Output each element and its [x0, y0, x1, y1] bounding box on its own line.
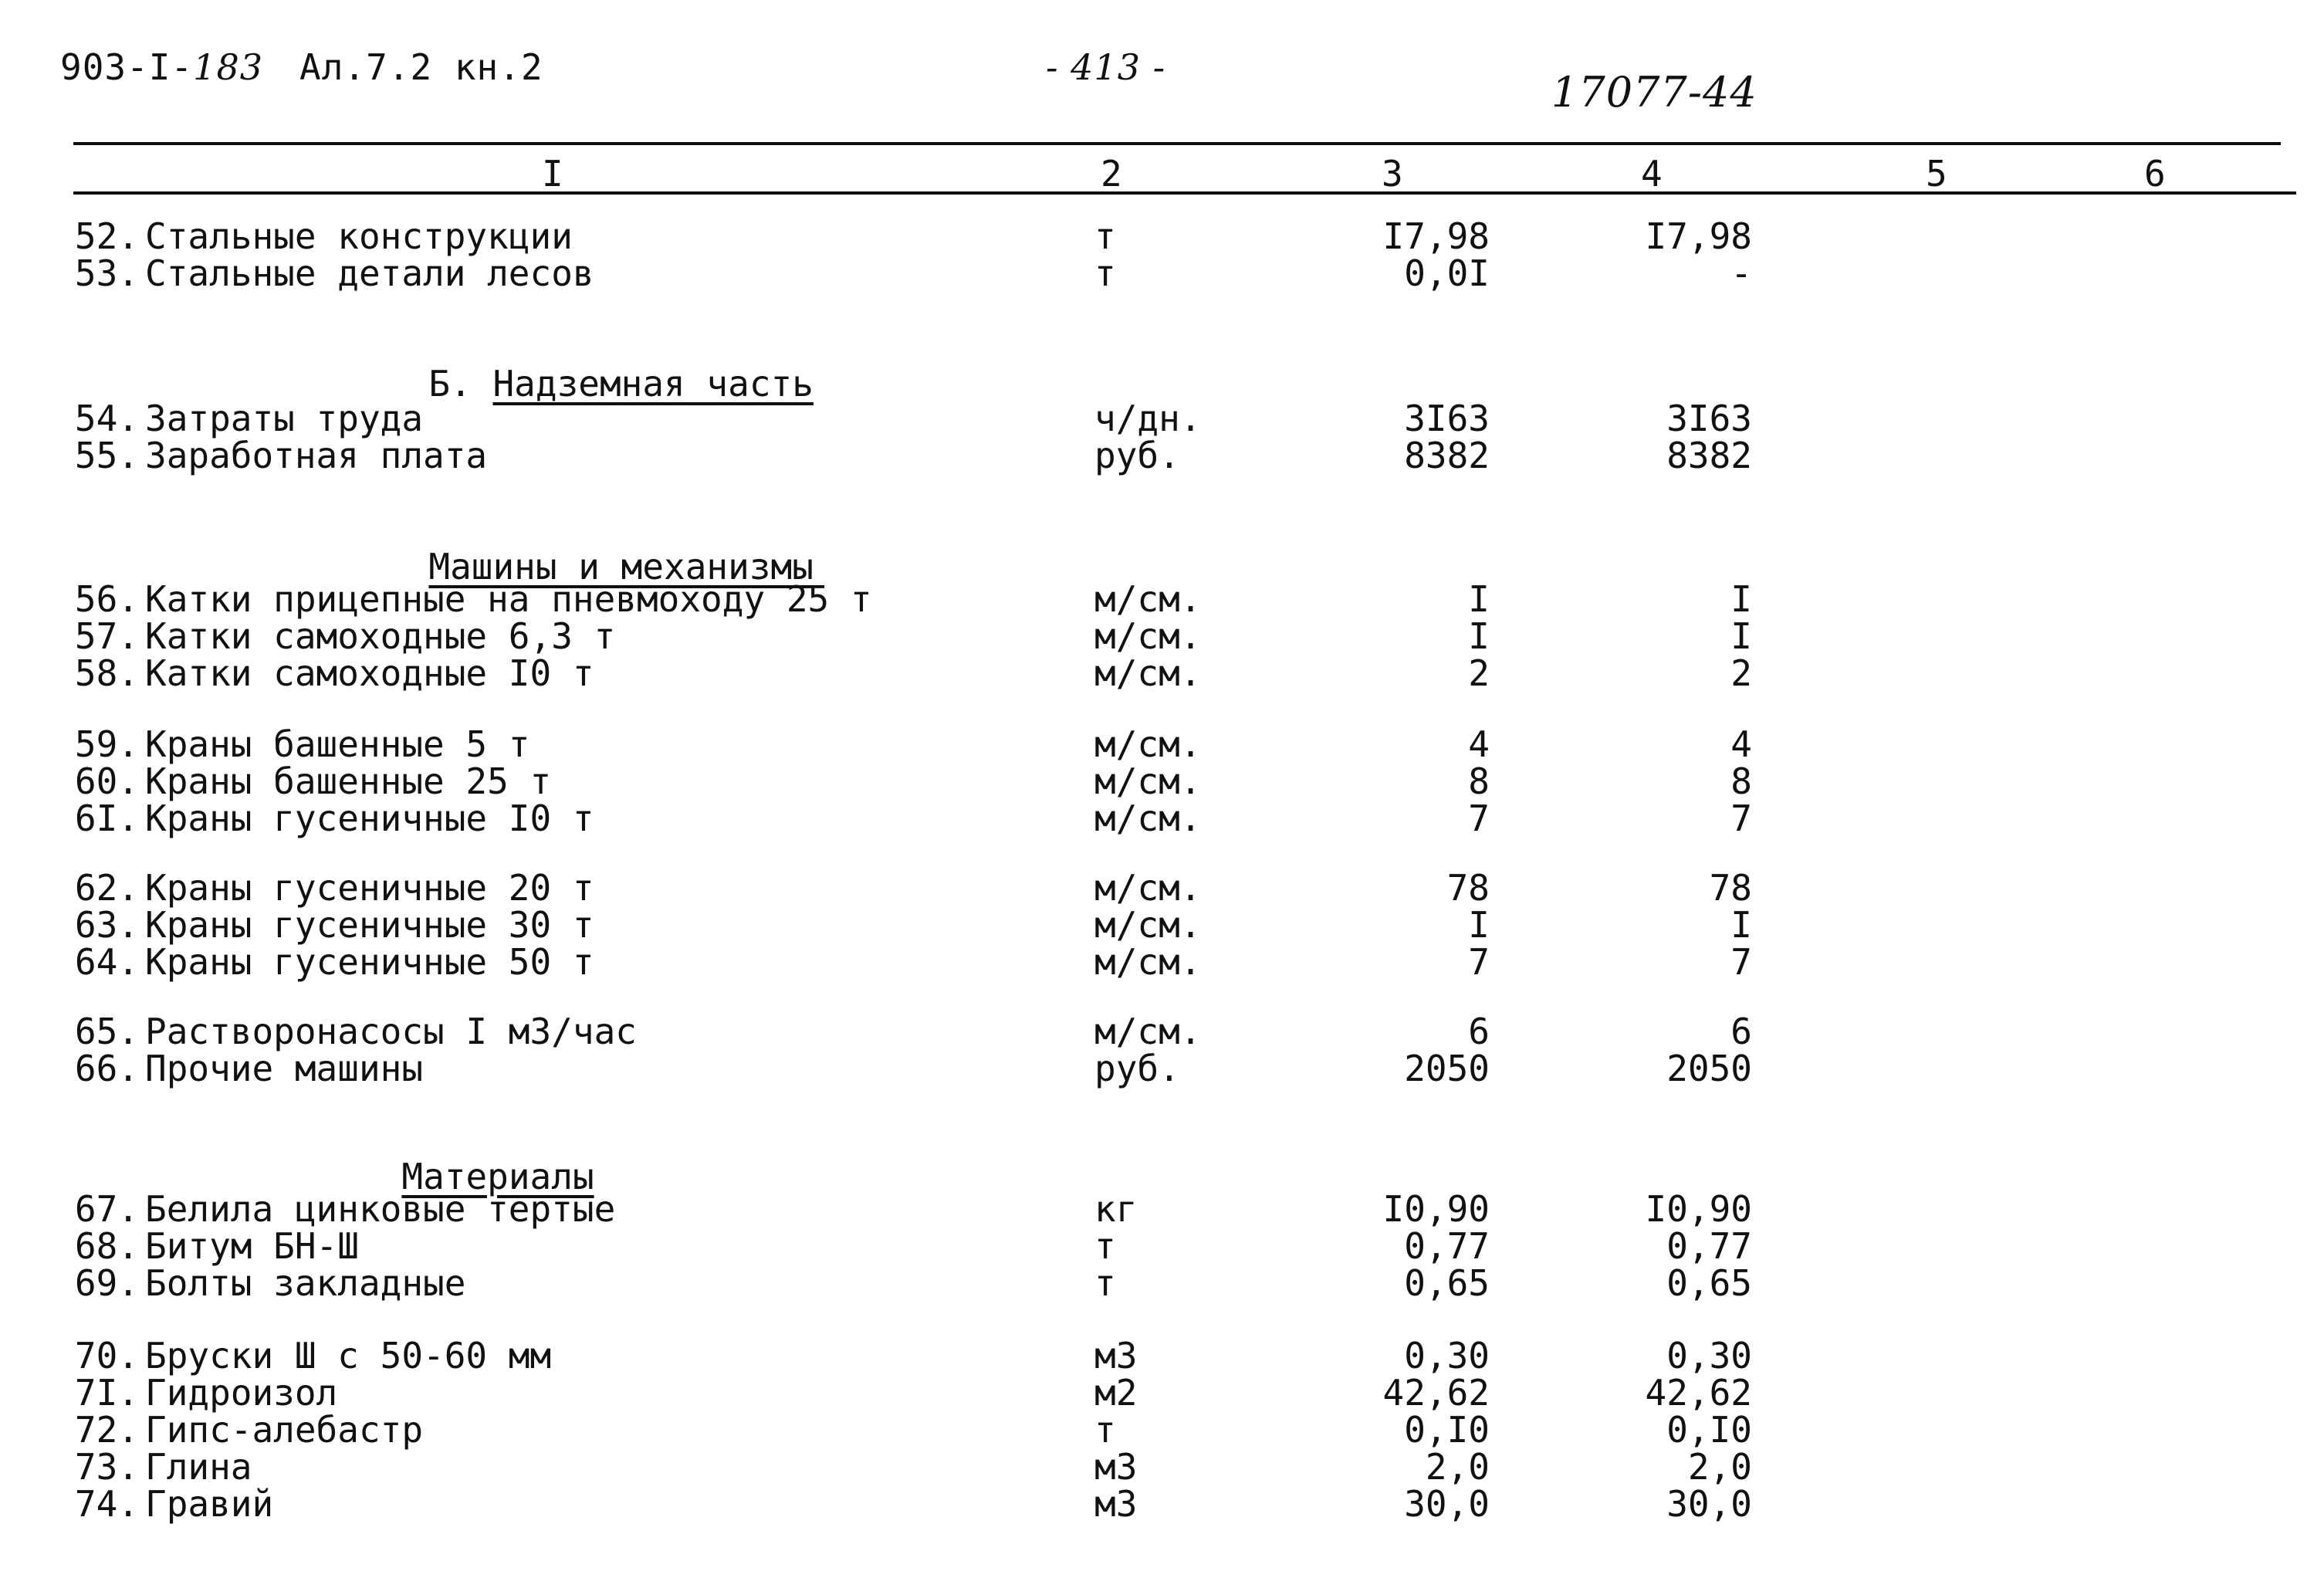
table-row [0, 1050, 2324, 1087]
row-name: Краны гусеничные 50 т [145, 941, 594, 983]
row-value-col3: 78 [1446, 867, 1490, 909]
row-name: Битум БН-Ш [145, 1225, 359, 1267]
row-value-col3: 3I63 [1404, 398, 1490, 439]
row-value-col3: I [1468, 615, 1490, 657]
row-value-col4: I7,98 [1645, 215, 1752, 257]
table-row [0, 400, 2324, 437]
row-unit: м2 [1094, 1372, 1138, 1414]
row-name: Болты закладные [145, 1262, 466, 1304]
row-value-col4: 0,I0 [1666, 1409, 1752, 1451]
table-row [0, 652, 2324, 694]
table-row [0, 1483, 2324, 1525]
row-unit: руб. [1094, 435, 1180, 476]
section-heading-materials [359, 1121, 594, 1195]
row-value-col3: 0,30 [1404, 1335, 1490, 1377]
section-title: Машины и механизмы [428, 546, 814, 588]
row-unit: ч/дн. [1094, 398, 1202, 439]
row-value-col4: 8 [1730, 760, 1752, 802]
row-value-col4: 2,0 [1687, 1446, 1752, 1488]
row-number: 73. [74, 1446, 139, 1488]
row-value-col3: 7 [1468, 798, 1490, 839]
row-number: 53. [74, 252, 139, 294]
row-value-col4: 0,77 [1666, 1225, 1752, 1267]
row-name: Краны гусеничные 20 т [145, 867, 594, 909]
row-unit: т [1094, 215, 1116, 257]
section-heading-above-ground [386, 328, 814, 405]
row-value-col3: 2,0 [1425, 1446, 1490, 1488]
row-name: Катки прицепные на пневмоходу 25 т [145, 578, 872, 620]
row-name: Краны башенные 5 т [145, 723, 530, 765]
table-row [0, 800, 2324, 837]
row-unit: т [1094, 252, 1116, 294]
table-row [0, 723, 2324, 765]
row-name: Краны гусеничные 30 т [145, 904, 594, 946]
row-name: Гравий [145, 1483, 274, 1525]
row-value-col4: 78 [1709, 867, 1752, 909]
row-name: Катки самоходные 6,3 т [145, 615, 616, 657]
row-value-col3: 2 [1468, 652, 1490, 694]
col-header-2: 2 [1101, 153, 1122, 195]
row-value-col4: 42,62 [1645, 1372, 1752, 1414]
row-name: Краны гусеничные I0 т [145, 798, 594, 839]
table-row [0, 941, 2324, 983]
row-value-col3: 6 [1468, 1011, 1490, 1052]
table-row [0, 1335, 2324, 1377]
row-value-col3: 0,I0 [1404, 1409, 1490, 1451]
row-value-col4: 0,65 [1666, 1262, 1752, 1304]
row-name: Затраты труда [145, 398, 424, 439]
table-row [0, 1446, 2324, 1488]
row-name: Прочие машины [145, 1048, 424, 1089]
album-ref: Ал.7.2 кн.2 [299, 46, 543, 88]
table-row [0, 1225, 2324, 1267]
row-unit: м/см. [1094, 1011, 1202, 1052]
row-number: 66. [74, 1048, 139, 1089]
row-number: 74. [74, 1483, 139, 1525]
row-number: 6I. [74, 798, 139, 839]
row-number: 57. [74, 615, 139, 657]
row-unit: м/см. [1094, 615, 1202, 657]
table-header-rule [73, 191, 2296, 195]
row-name: Гипс-алебастр [145, 1409, 424, 1451]
row-unit: м/см. [1094, 578, 1202, 620]
row-number: 60. [74, 760, 139, 802]
row-unit: кг [1094, 1188, 1138, 1230]
table-row [0, 215, 2324, 257]
table-row [0, 615, 2324, 657]
row-unit: м3 [1094, 1483, 1138, 1525]
table-row [0, 578, 2324, 620]
row-value-col3: 4 [1468, 723, 1490, 765]
row-unit: м/см. [1094, 760, 1202, 802]
row-value-col4: 7 [1730, 941, 1752, 983]
row-value-col4: 6 [1730, 1011, 1752, 1052]
row-number: 59. [74, 723, 139, 765]
section-heading-machines [386, 511, 814, 588]
row-number: 72. [74, 1409, 139, 1451]
row-unit: т [1094, 1225, 1116, 1267]
row-value-col4: 7 [1730, 798, 1752, 839]
row-value-col3: I [1468, 578, 1490, 620]
table-top-rule [73, 142, 2281, 145]
row-number: 55. [74, 435, 139, 476]
doc-number: 17077-44 [1551, 68, 1757, 117]
row-number: 67. [74, 1188, 139, 1230]
row-value-col3: 8 [1468, 760, 1490, 802]
row-value-col4: I [1730, 578, 1752, 620]
table-row [0, 252, 2324, 294]
table-row [0, 1409, 2324, 1451]
doc-code-prefix: 903-I- [60, 46, 194, 88]
row-unit: руб. [1094, 1048, 1180, 1089]
row-number: 56. [74, 578, 139, 620]
row-unit: м/см. [1094, 941, 1202, 983]
table-row [0, 1013, 2324, 1050]
row-value-col4: 2 [1730, 652, 1752, 694]
col-header-3: 3 [1382, 153, 1403, 195]
table-row [0, 1190, 2324, 1228]
row-value-col3: 8382 [1404, 435, 1490, 476]
row-name: Глина [145, 1446, 252, 1488]
row-value-col4: 8382 [1666, 435, 1752, 476]
row-name: Стальные детали лесов [145, 252, 594, 294]
row-name: Бруски Ш с 50-60 мм [145, 1335, 552, 1377]
row-unit: м/см. [1094, 652, 1202, 694]
row-value-col3: 42,62 [1382, 1372, 1490, 1414]
row-value-col3: 7 [1468, 941, 1490, 983]
row-number: 63. [74, 904, 139, 946]
table-row [0, 1372, 2324, 1414]
row-value-col4: 3I63 [1666, 398, 1752, 439]
row-value-col3: 0,65 [1404, 1262, 1490, 1304]
row-value-col3: 2050 [1404, 1048, 1490, 1089]
row-value-col4: 4 [1730, 723, 1752, 765]
row-name: Растворонасосы I м3/час [145, 1011, 637, 1052]
row-value-col4: 0,30 [1666, 1335, 1752, 1377]
row-value-col4: I0,90 [1645, 1188, 1752, 1230]
row-name: Гидроизол [145, 1372, 338, 1414]
row-value-col3: I [1468, 904, 1490, 946]
row-unit: т [1094, 1262, 1116, 1304]
row-name: Белила цинковые тертые [145, 1188, 616, 1230]
row-name: Краны башенные 25 т [145, 760, 552, 802]
row-value-col4: 30,0 [1666, 1483, 1752, 1525]
row-number: 62. [74, 867, 139, 909]
row-value-col4: 2050 [1666, 1048, 1752, 1089]
row-number: 65. [74, 1011, 139, 1052]
table-row [0, 437, 2324, 474]
table-row [0, 1262, 2324, 1304]
row-name: Заработная плата [145, 435, 488, 476]
col-header-1: I [542, 153, 563, 195]
row-number: 58. [74, 652, 139, 694]
row-value-col3: I7,98 [1382, 215, 1490, 257]
row-value-col4: I [1730, 615, 1752, 657]
row-name: Стальные конструкции [145, 215, 573, 257]
table-row [0, 904, 2324, 946]
row-value-col4: I [1730, 904, 1752, 946]
row-value-col3: 0,0I [1404, 252, 1490, 294]
row-unit: м3 [1094, 1335, 1138, 1377]
doc-code-handwritten: 183 [193, 46, 263, 88]
row-value-col4: - [1730, 252, 1752, 294]
row-number: 68. [74, 1225, 139, 1267]
section-title: Материалы [401, 1156, 594, 1197]
doc-code [60, 46, 263, 88]
row-unit: м/см. [1094, 723, 1202, 765]
row-number: 7I. [74, 1372, 139, 1414]
row-value-col3: I0,90 [1382, 1188, 1490, 1230]
row-unit: м/см. [1094, 904, 1202, 946]
row-unit: т [1094, 1409, 1116, 1451]
row-number: 52. [74, 215, 139, 257]
row-value-col3: 30,0 [1404, 1483, 1490, 1525]
row-unit: м3 [1094, 1446, 1138, 1488]
col-header-4: 4 [1641, 153, 1663, 195]
row-value-col3: 0,77 [1404, 1225, 1490, 1267]
section-prefix: Б. [428, 363, 472, 405]
row-unit: м/см. [1094, 798, 1202, 839]
row-number: 69. [74, 1262, 139, 1304]
row-number: 70. [74, 1335, 139, 1377]
page-number: - 413 - [1046, 46, 1166, 88]
col-header-6: 6 [2144, 153, 2166, 195]
row-number: 54. [74, 398, 139, 439]
row-unit: м/см. [1094, 867, 1202, 909]
section-title: Надземная часть [492, 363, 814, 405]
row-number: 64. [74, 941, 139, 983]
table-row [0, 760, 2324, 802]
row-name: Катки самоходные I0 т [145, 652, 594, 694]
col-header-5: 5 [1926, 153, 1947, 195]
table-row [0, 867, 2324, 909]
